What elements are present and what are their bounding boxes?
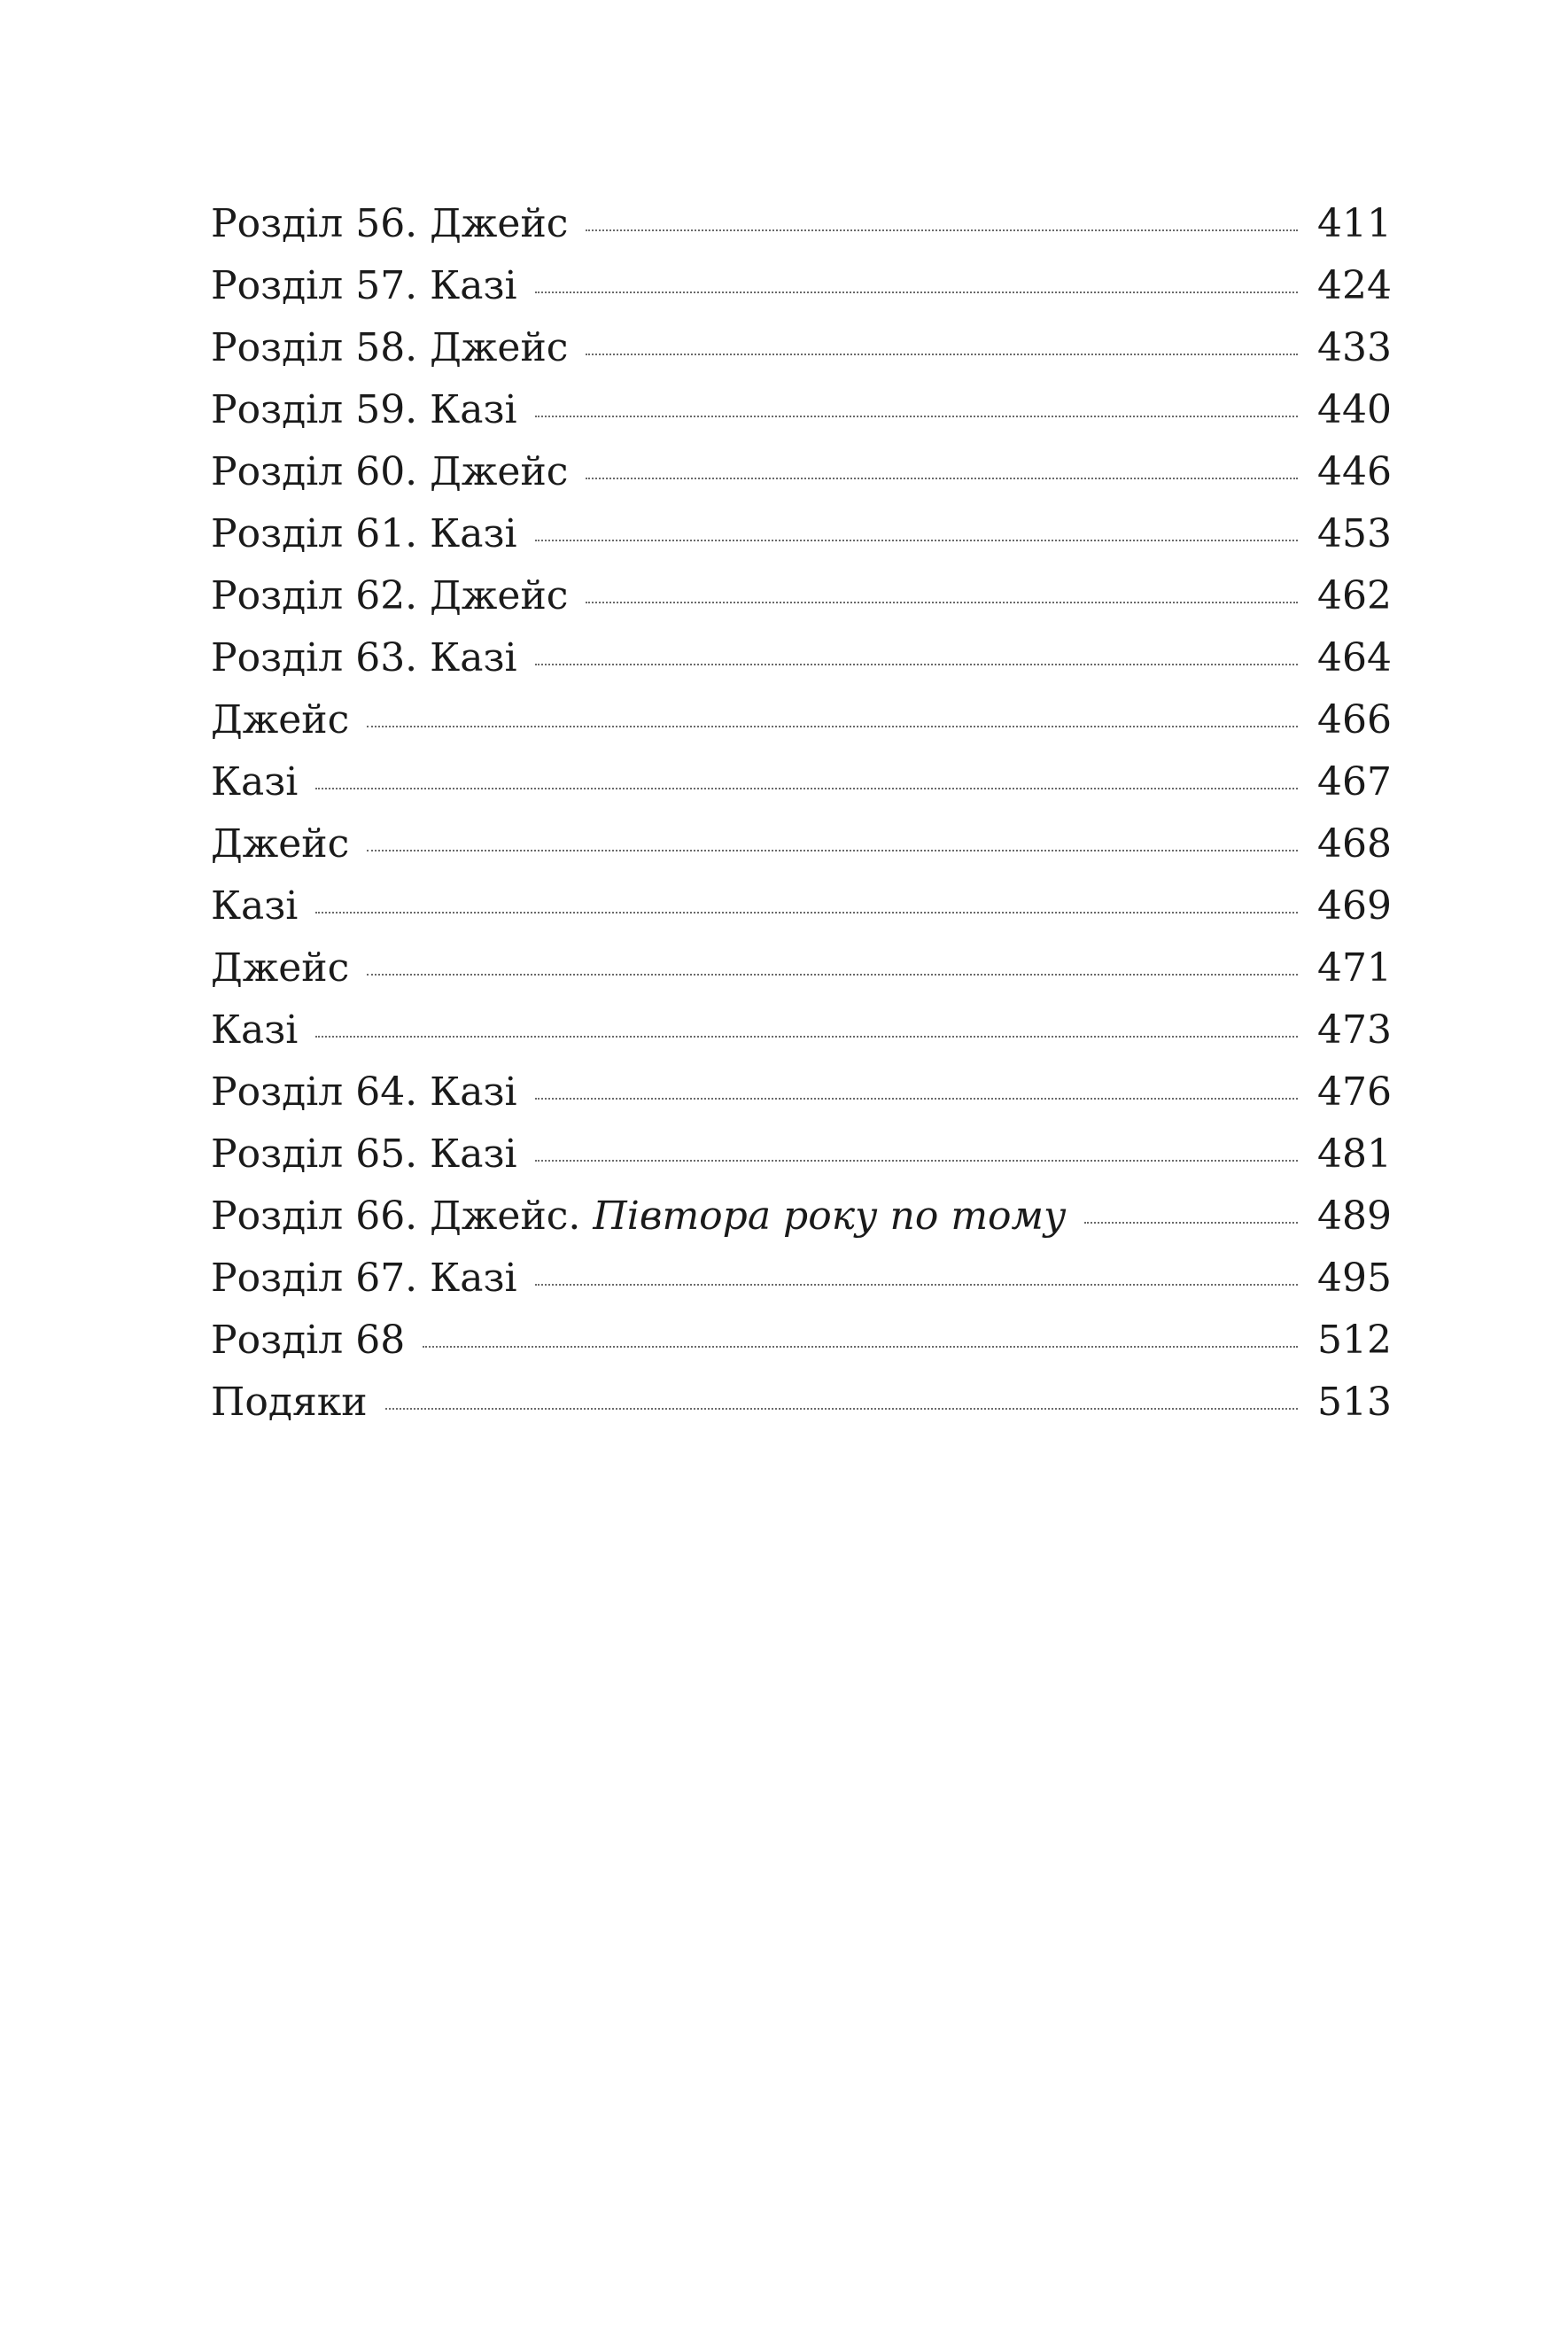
toc-entry-title: Розділ 61. Казі: [211, 511, 517, 556]
toc-entry[interactable]: [211, 193, 1392, 255]
toc-entry-title: Джейс: [211, 697, 350, 742]
toc-entry-title: Подяки: [211, 1380, 368, 1425]
toc-page-number: 468: [1317, 821, 1392, 867]
toc-entry-title: Розділ 58. Джейс: [211, 325, 569, 370]
dot-leader: [315, 1036, 1298, 1038]
toc-entry-title: Джейс: [211, 945, 350, 991]
dot-leader: [367, 850, 1298, 851]
toc-entry[interactable]: [211, 1248, 1392, 1310]
toc-entry[interactable]: [211, 627, 1392, 689]
toc-page-number: 411: [1317, 201, 1392, 246]
dot-leader: [586, 354, 1298, 355]
toc-page-number: 462: [1317, 573, 1392, 618]
toc-entry-title: Джейс: [211, 821, 350, 867]
toc-entry-title: Розділ 56. Джейс: [211, 201, 569, 246]
dot-leader: [586, 229, 1298, 231]
toc-entry[interactable]: [211, 503, 1392, 565]
toc-entry-title: Розділ 67. Казі: [211, 1256, 517, 1301]
dot-leader: [315, 788, 1298, 789]
toc-page-number: 453: [1317, 511, 1392, 556]
toc-entry[interactable]: [211, 255, 1392, 317]
dot-leader: [535, 1284, 1299, 1286]
toc-page-number: 466: [1317, 697, 1392, 742]
dot-leader: [535, 1160, 1299, 1162]
toc-page-number: 471: [1317, 945, 1392, 991]
toc-entry[interactable]: [211, 441, 1392, 503]
toc-entry[interactable]: [211, 1372, 1392, 1434]
toc-page-number: 424: [1317, 263, 1392, 308]
toc-page-number: 476: [1317, 1069, 1392, 1115]
toc-entry[interactable]: [211, 1186, 1392, 1248]
toc-entry-title: Розділ 68: [211, 1318, 406, 1363]
toc-entry[interactable]: [211, 689, 1392, 751]
toc-entry[interactable]: [211, 875, 1392, 937]
toc-page-number: 464: [1317, 635, 1392, 680]
dot-leader: [535, 292, 1299, 293]
dot-leader: [1084, 1222, 1298, 1224]
toc-entry-title: Розділ 63. Казі: [211, 635, 517, 680]
dot-leader: [586, 478, 1298, 479]
toc-entry-title: Розділ 62. Джейс: [211, 573, 569, 618]
toc-entry[interactable]: [211, 1123, 1392, 1186]
toc-entry-title: Розділ 64. Казі: [211, 1069, 517, 1115]
toc-page-number: 446: [1317, 449, 1392, 494]
dot-leader: [367, 974, 1298, 976]
toc-entry-title: Розділ 60. Джейс: [211, 449, 569, 494]
dot-leader: [586, 602, 1298, 603]
toc-page-number: 467: [1317, 759, 1392, 805]
dot-leader: [535, 664, 1299, 665]
dot-leader: [535, 1098, 1299, 1100]
dot-leader: [535, 416, 1299, 417]
toc-entry-subtitle: Півтора року по тому: [593, 1193, 1067, 1239]
toc-entry[interactable]: [211, 1061, 1392, 1123]
toc-page-number: 495: [1317, 1256, 1392, 1301]
toc-entry-title: Розділ 59. Казі: [211, 387, 517, 432]
dot-leader: [367, 726, 1298, 727]
toc-page-number: 513: [1317, 1380, 1392, 1425]
toc-entry-title: Розділ 57. Казі: [211, 263, 517, 308]
toc-entry[interactable]: [211, 1310, 1392, 1372]
dot-leader: [423, 1346, 1298, 1348]
toc-page-number: 481: [1317, 1131, 1392, 1177]
toc-entry[interactable]: [211, 999, 1392, 1061]
dot-leader: [385, 1408, 1298, 1410]
toc-page-number: 469: [1317, 883, 1392, 929]
toc-entry[interactable]: [211, 813, 1392, 875]
toc-page-number: 440: [1317, 387, 1392, 432]
toc-entry-title: Казі: [211, 883, 299, 929]
toc-entry[interactable]: [211, 751, 1392, 813]
toc-entry-title: Розділ 65. Казі: [211, 1131, 517, 1177]
toc-entry[interactable]: [211, 565, 1392, 627]
toc-entry-title: Казі: [211, 759, 299, 805]
toc-entry[interactable]: [211, 379, 1392, 441]
dot-leader: [535, 540, 1299, 541]
toc-page-number: 433: [1317, 325, 1392, 370]
toc-entry[interactable]: [211, 937, 1392, 999]
toc-page-number: 489: [1317, 1193, 1392, 1239]
toc-entry[interactable]: [211, 317, 1392, 379]
dot-leader: [315, 912, 1298, 914]
toc-page-number: 512: [1317, 1318, 1392, 1363]
toc-entry-title: Казі: [211, 1007, 299, 1053]
table-of-contents: [211, 193, 1392, 1434]
toc-page-number: 473: [1317, 1007, 1392, 1053]
toc-entry-title: Розділ 66. Джейс. Півтора року по тому: [211, 1193, 1067, 1239]
